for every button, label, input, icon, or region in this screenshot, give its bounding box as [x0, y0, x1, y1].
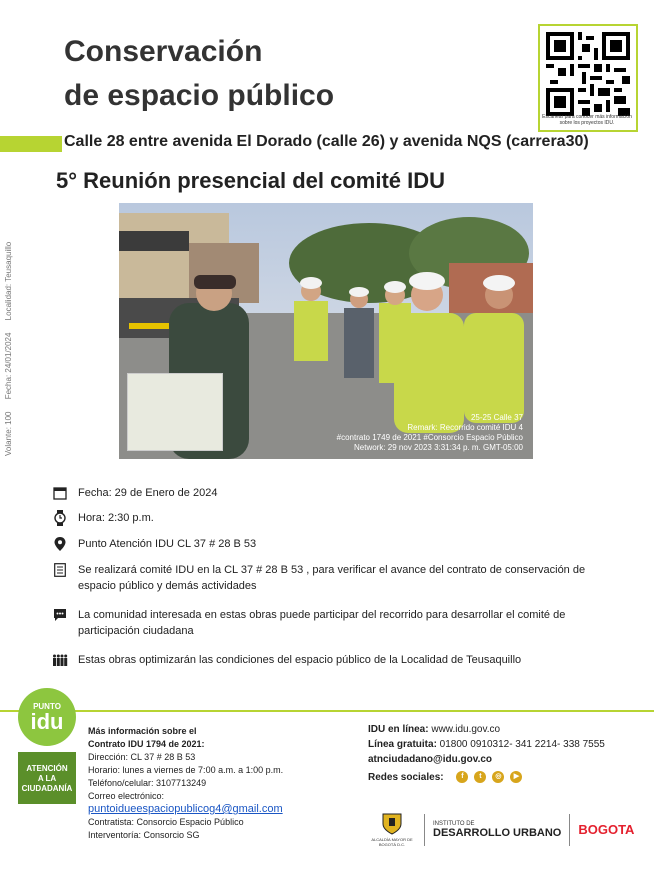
idu-online-label: IDU en línea:	[368, 724, 429, 735]
contact-info	[88, 725, 283, 842]
coat-of-arms-icon	[381, 812, 403, 836]
document-icon	[52, 562, 68, 578]
hotline-numbers: 01800 0910312- 341 2214- 338 7555	[436, 739, 605, 750]
overlay-line-4: Network: 29 nov 2023 3:31:34 p. m. GMT-05:00	[354, 443, 523, 452]
desarrollo-urbano-text: DESARROLLO URBANO	[433, 826, 562, 839]
contact-hours: Horario: lunes a viernes de 7:00 a.m. a 1:00 p.m.	[88, 765, 284, 775]
footer-divider	[0, 710, 654, 712]
page-title	[64, 30, 334, 118]
time-text: Hora: 2:30 p.m.	[78, 512, 154, 524]
contact-supervision: Interventoría: Consorcio SG	[88, 830, 200, 840]
info-purpose	[52, 562, 598, 594]
volante-label: Volante: 100	[4, 411, 13, 456]
logo-divider-1	[424, 814, 425, 846]
location-label: Punto Atención IDU	[78, 538, 175, 550]
info-date	[52, 485, 598, 501]
contact-heading-2: Contrato IDU 1794 de 2021:	[88, 739, 205, 749]
atencion-badge	[18, 752, 76, 804]
purpose-text: Se realizará comité IDU en la CL 37 # 28 B 53 , para verificar el avance del contrato de conservación de espacio público y demás actividades	[78, 564, 586, 592]
overlay-line-2: Remark: Recorrido comité IDU 4	[407, 423, 523, 432]
contact-email-link[interactable]: puntoidueespaciopublicog4@gmail.com	[88, 803, 283, 815]
bogota-logo: BOGOTA	[578, 822, 635, 837]
alcaldia-text: ALCALDÍA MAYOR DE BOGOTÁ D.C.	[371, 837, 413, 847]
punto-label: PUNTO	[33, 701, 61, 711]
date-text: Fecha: 29 de Enero de 2024	[78, 487, 218, 499]
contact-email-label: Correo electrónico:	[88, 791, 165, 801]
citizen-email[interactable]: atnciudadano@idu.gov.co	[368, 754, 493, 765]
overlay-line-1: 25-25 Calle 37	[470, 413, 523, 422]
community-text: La comunidad interesada en estas obras puede participar del recorrido para desarrollar el comité de participación ciudadana	[78, 609, 566, 637]
project-location: Calle 28 entre avenida El Dorado (calle 26) y avenida NQS (carrera30)	[64, 133, 589, 150]
contact-heading-1: Más información sobre el	[88, 726, 197, 736]
fecha-label: Fecha: 24/01/2024	[4, 332, 13, 400]
atencion-line-1: ATENCIÓN	[26, 764, 68, 773]
location-address: CL 37 # 28 B 53	[174, 538, 257, 550]
contact-phone: Teléfono/celular: 3107713249	[88, 778, 207, 788]
youtube-icon[interactable]: ▶	[510, 771, 522, 783]
overlay-line-3: #contrato 1749 de 2021 #Consorcio Espacio Público	[336, 433, 523, 442]
localidad-label: Localidad: Teusaquillo	[4, 241, 13, 321]
title-line-2: de espacio público	[64, 79, 335, 112]
qr-caption: Escanear para conocer más información sobre los proyectos IDU.	[542, 114, 632, 126]
instagram-icon[interactable]: ◎	[492, 771, 504, 783]
idu-label: idu	[30, 708, 64, 734]
impact-text: Estas obras optimizarán las condiciones del espacio público de la Localidad de Teusaquillo	[78, 654, 522, 666]
info-impact	[52, 652, 598, 668]
calendar-icon	[52, 485, 68, 501]
alcaldia-logo	[368, 812, 416, 847]
idu-online-url[interactable]: www.idu.gov.co	[428, 724, 501, 735]
meeting-photo	[119, 203, 533, 459]
contact-contractor: Contratista: Consorcio Espacio Público	[88, 817, 244, 827]
idu-institute-logo	[433, 821, 561, 839]
map-inset	[127, 373, 223, 451]
atencion-line-3: CIUDADANÍA	[21, 784, 73, 793]
people-icon	[52, 652, 68, 668]
logo-divider-2	[569, 814, 570, 846]
info-location	[52, 536, 598, 552]
online-info	[368, 722, 605, 785]
twitter-icon[interactable]: t	[474, 771, 486, 783]
punto-idu-logo	[18, 688, 76, 746]
watch-icon	[52, 510, 68, 526]
contact-address: Dirección: CL 37 # 28 B 53	[88, 752, 196, 762]
qr-code-icon	[546, 32, 630, 116]
facebook-icon[interactable]: f	[456, 771, 468, 783]
institution-logos	[368, 812, 634, 847]
info-community	[52, 607, 598, 639]
photo-watermark	[337, 413, 523, 453]
atencion-line-2: A LA	[37, 774, 57, 783]
vertical-meta	[4, 232, 13, 456]
location-pin-icon	[52, 536, 68, 552]
chat-icon	[52, 607, 68, 623]
instituto-text: INSTITUTO DE	[433, 820, 475, 827]
meeting-title: 5° Reunión presencial del comité IDU	[56, 168, 446, 193]
info-time	[52, 510, 598, 526]
social-label: Redes sociales:	[368, 772, 444, 783]
title-line-1: Conservación	[64, 35, 263, 68]
accent-bar	[0, 136, 62, 152]
hotline-label: Línea gratuita:	[368, 739, 437, 750]
